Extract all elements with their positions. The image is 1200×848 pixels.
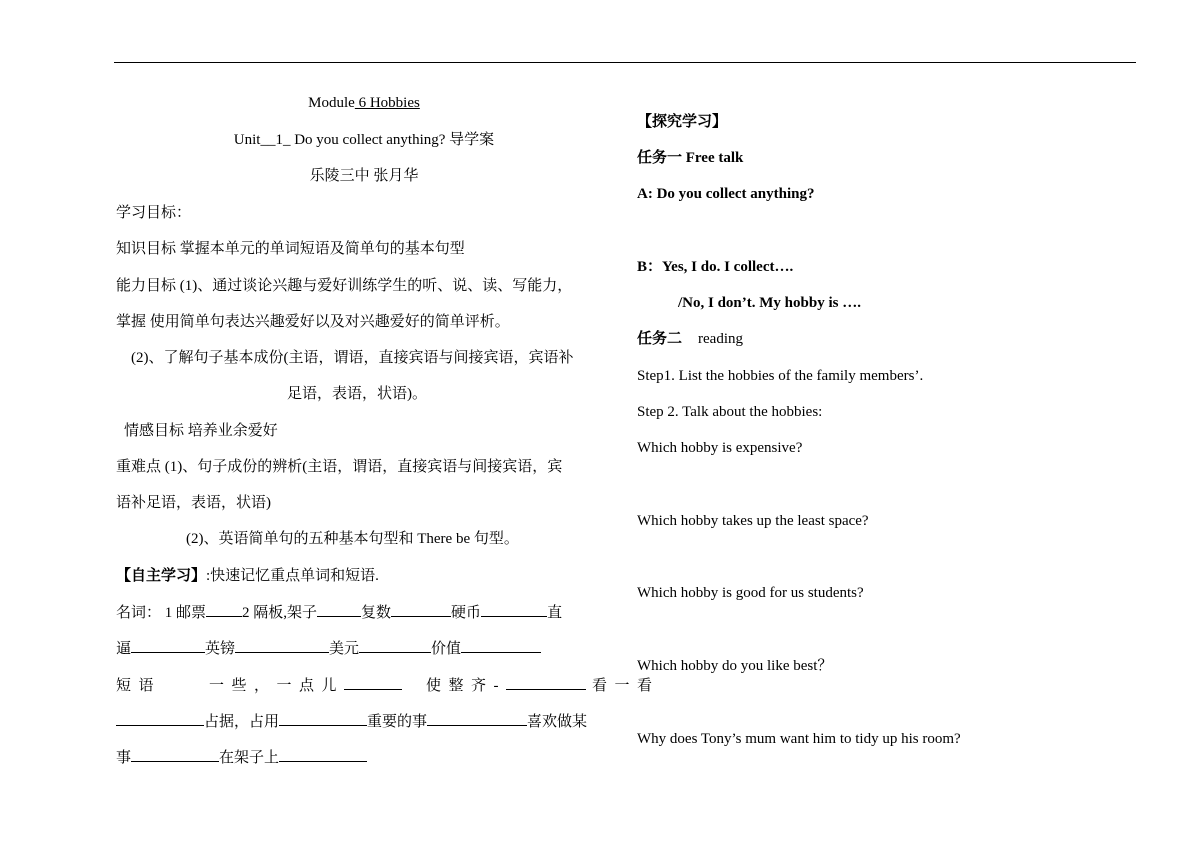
blank-stamp[interactable] <box>206 602 242 617</box>
ability-objective-line3: (2)、了解句子基本成份(主语，谓语，直接宾语与间接宾语，宾语补 <box>131 350 574 366</box>
noun-coin: 硬币 <box>451 605 482 621</box>
phrases-line2 <box>116 711 587 732</box>
knowledge-objective: 知识目标 掌握本单元的单词短语及简单句的基本句型 <box>116 241 465 257</box>
module-title-rest: 6 Hobbies <box>354 95 420 111</box>
question-tidy-room: Why does Tony’s mum want him to tidy up his room? <box>637 731 961 747</box>
ability-objective-line2: 掌握 使用简单句表达兴趣爱好以及对兴趣爱好的简单评析。 <box>116 314 510 330</box>
nouns-line2 <box>116 638 541 659</box>
noun-until-cont: 逼 <box>116 641 132 657</box>
blank-important-thing[interactable] <box>427 711 527 726</box>
blank-a-little[interactable] <box>344 675 402 690</box>
author-line: 乐陵三中 张月华 <box>309 168 419 184</box>
emotion-objective: 情感目标 培养业余爱好 <box>124 423 278 439</box>
noun-dollar: 美元 <box>329 641 360 657</box>
noun-plural: 复数 <box>361 605 392 621</box>
blank-enjoy-doing[interactable] <box>131 747 219 762</box>
task2-label: 任务二 <box>637 331 683 347</box>
task2-heading <box>637 329 743 349</box>
blank-have-a-look[interactable] <box>116 711 204 726</box>
blank-value[interactable] <box>461 638 541 653</box>
difficult-points-line3: (2)、英语简单句的五种基本句型和 There be 句型。 <box>186 531 519 547</box>
task1-heading: 任务一 Free talk <box>637 150 744 166</box>
ability-objective-line1: 能力目标 (1)、通过谈论兴趣与爱好训练学生的听、说、读、写能力， <box>116 278 573 294</box>
noun-shelf: 2 隔板,架子 <box>242 605 318 621</box>
blank-shelf[interactable] <box>317 602 361 617</box>
noun-value: 价值 <box>431 641 462 657</box>
blank-plural[interactable] <box>391 602 451 617</box>
nouns-line1 <box>116 602 562 623</box>
objectives-heading: 学习目标： <box>116 205 192 221</box>
difficult-points-line1: 重难点 (1)、句子成份的辨析(主语，谓语，直接宾语与间接宾语，宾 <box>116 459 563 475</box>
phrases-line3 <box>116 747 367 768</box>
phrases-line1 <box>116 675 660 696</box>
noun-pound: 英镑 <box>205 641 236 657</box>
self-study-bracket: 【自主学习】 <box>116 568 207 584</box>
dialog-answer-b-no: /No, I don’t. My hobby is …. <box>678 295 861 311</box>
blank-take-up[interactable] <box>279 711 367 726</box>
ability-objective-line4: 足语，表语，状语)。 <box>287 386 427 402</box>
phrase-on-the-shelf: 在架子上 <box>219 750 280 766</box>
phrase-enjoy-doing: 喜欢做某 <box>527 714 588 730</box>
step2-instruction: Step 2. Talk about the hobbies: <box>637 404 823 420</box>
blank-on-the-shelf[interactable] <box>279 747 367 762</box>
question-like-best: Which hobby do you like best？ <box>637 658 833 674</box>
self-study-instruction: :快速记忆重点单词和短语. <box>206 568 379 584</box>
module-title <box>114 93 614 113</box>
task2-text: reading <box>698 331 743 347</box>
question-least-space: Which hobby takes up the least space? <box>637 513 869 529</box>
blank-dollar[interactable] <box>359 638 431 653</box>
phrase-important-thing: 重要的事 <box>367 714 428 730</box>
phrase-a-little: 一些，一点儿 <box>209 678 345 694</box>
dialog-question-a: A: Do you collect anything? <box>637 186 815 202</box>
phrases-label: 短语 <box>116 678 162 694</box>
noun-until: 直 <box>547 605 563 621</box>
self-study-heading <box>116 566 379 586</box>
blank-until[interactable] <box>131 638 205 653</box>
unit-title: Unit__1_ Do you collect anything? 导学案 <box>233 132 495 148</box>
explore-heading: 【探究学习】 <box>637 114 728 130</box>
difficult-points-line2: 语补足语，表语，状语) <box>116 495 271 511</box>
blank-coin[interactable] <box>481 602 547 617</box>
module-title-prefix: Module <box>308 95 355 111</box>
phrase-enjoy-doing-cont: 事 <box>116 750 132 766</box>
nouns-label: 名词： 1 邮票 <box>116 605 207 621</box>
blank-tidy-up[interactable] <box>506 675 586 690</box>
step1-instruction: Step1. List the hobbies of the family members’. <box>637 368 924 384</box>
blank-pound[interactable] <box>235 638 329 653</box>
header-rule <box>114 62 1136 63</box>
question-good-for-students: Which hobby is good for us students? <box>637 585 864 601</box>
dialog-answer-b-yes: B：Yes, I do. I collect…. <box>637 259 794 275</box>
phrase-have-a-look: 看一看 <box>592 678 660 694</box>
phrase-tidy-up: 使整齐- <box>426 678 507 694</box>
phrase-take-up: 占据，占用 <box>204 714 280 730</box>
question-expensive: Which hobby is expensive? <box>637 440 803 456</box>
